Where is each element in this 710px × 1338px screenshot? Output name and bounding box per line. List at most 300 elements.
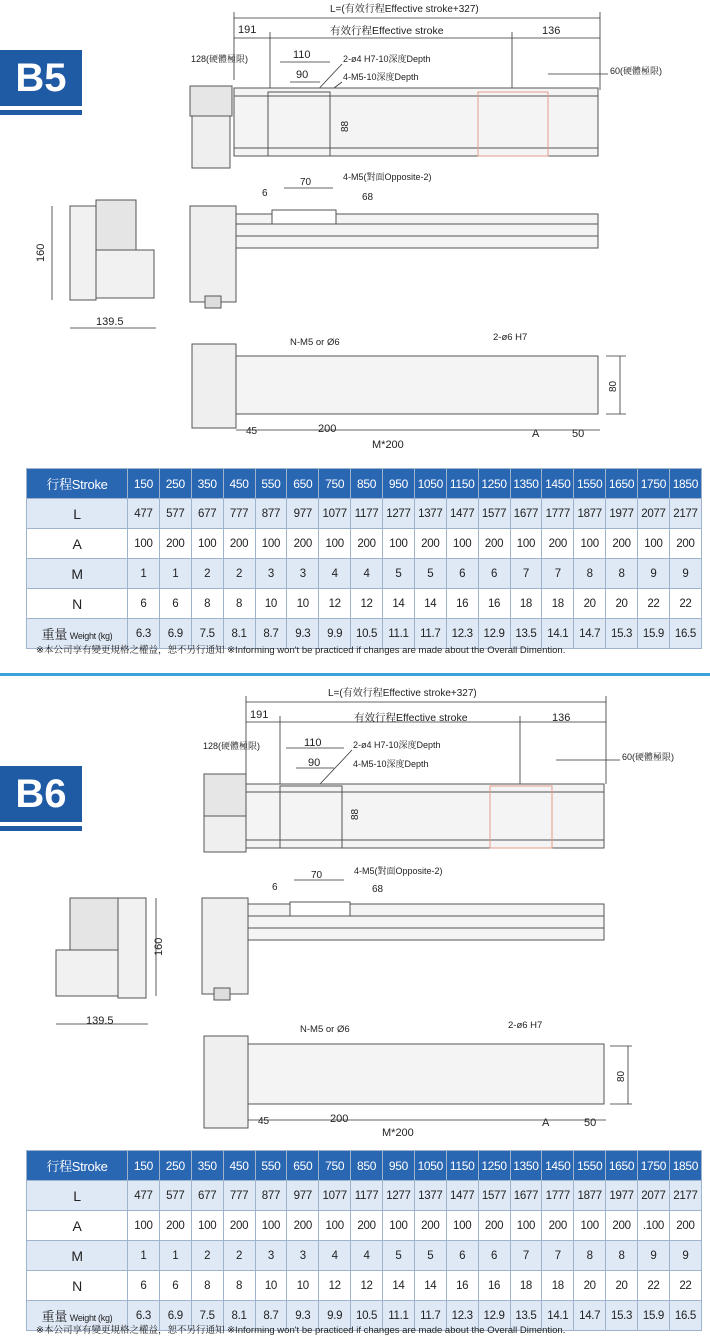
- table-cell: 18: [510, 589, 542, 619]
- hole-spec-1: 2-ø4 H7-10深度Depth: [343, 54, 431, 64]
- dim-200: 200: [330, 1113, 349, 1125]
- row-label-weight: 重量 Weight (kg): [27, 1301, 128, 1331]
- dim-80: 80: [616, 1070, 627, 1082]
- table-cell: 750: [319, 1151, 351, 1181]
- table-cell: 9: [638, 559, 670, 589]
- table-cell: 6: [478, 559, 510, 589]
- table-cell: 1350: [510, 1151, 542, 1181]
- table-cell: 1750: [638, 1151, 670, 1181]
- table-cell: 12.3: [446, 619, 478, 649]
- table-cell: 550: [255, 469, 287, 499]
- top-view: [203, 686, 674, 852]
- pin-hole-label: 2-ø6 H7: [508, 1020, 543, 1031]
- table-cell: 22: [638, 589, 670, 619]
- table-cell: 100: [383, 1211, 415, 1241]
- table-cell: 12: [319, 1271, 351, 1301]
- table-cell: 3: [287, 559, 319, 589]
- table-cell: 150: [128, 469, 160, 499]
- table-cell: 8.1: [223, 1301, 255, 1331]
- table-cell: 8: [606, 559, 638, 589]
- table-row-L: [27, 499, 702, 529]
- table-cell: 16.5: [669, 1301, 701, 1331]
- hard-limit-60: 60(硬體極限): [610, 66, 663, 76]
- row-label: N: [27, 589, 128, 619]
- table-cell: 5: [383, 1241, 415, 1271]
- table-cell: 3: [287, 1241, 319, 1271]
- table-cell: 1250: [478, 469, 510, 499]
- table-cell: 777: [223, 1181, 255, 1211]
- dim-45: 45: [246, 426, 258, 437]
- dim-160: 160: [153, 937, 165, 956]
- table-cell: 1850: [669, 1151, 701, 1181]
- table-cell: 12: [319, 589, 351, 619]
- row-label: M: [27, 559, 128, 589]
- table-cell: 200: [478, 1211, 510, 1241]
- table-cell: 8: [574, 559, 606, 589]
- table-row-stroke: [27, 469, 702, 499]
- table-cell: 100: [510, 529, 542, 559]
- table-cell: 6.9: [159, 1301, 191, 1331]
- dim-136: 136: [542, 25, 561, 37]
- dim-68: 68: [372, 884, 384, 895]
- table-cell: 100: [446, 1211, 478, 1241]
- table-cell: 1450: [542, 1151, 574, 1181]
- table-cell: 1977: [606, 1181, 638, 1211]
- table-cell: 2: [191, 559, 223, 589]
- table-cell: 18: [510, 1271, 542, 1301]
- table-cell: 11.1: [383, 1301, 415, 1331]
- table-cell: 9: [638, 1241, 670, 1271]
- opposite-spec: 4-M5(對面Opposite-2): [354, 866, 443, 876]
- table-cell: 8.1: [223, 619, 255, 649]
- table-row-N: [27, 589, 702, 619]
- table-cell: 100: [191, 529, 223, 559]
- table-cell: 200: [414, 529, 446, 559]
- table-cell: 650: [287, 469, 319, 499]
- table-cell: 1050: [414, 469, 446, 499]
- row-label: A: [27, 1211, 128, 1241]
- table-cell: 2077: [638, 1181, 670, 1211]
- table-cell: 1177: [351, 499, 383, 529]
- table-cell: 577: [159, 499, 191, 529]
- table-cell: 10: [255, 589, 287, 619]
- table-cell: 14: [383, 1271, 415, 1301]
- table-cell: 9.3: [287, 619, 319, 649]
- table-cell: 1850: [669, 469, 701, 499]
- table-cell: 6: [446, 1241, 478, 1271]
- table-cell: 8: [574, 1241, 606, 1271]
- dim-68: 68: [362, 192, 374, 203]
- table-cell: 1150: [446, 1151, 478, 1181]
- table-cell: 16: [478, 1271, 510, 1301]
- table-cell: 100: [128, 529, 160, 559]
- table-cell: 20: [574, 589, 606, 619]
- dim-139-5: 139.5: [86, 1015, 114, 1027]
- table-cell: 4: [319, 1241, 351, 1271]
- table-cell: 750: [319, 469, 351, 499]
- table-cell: 9.3: [287, 1301, 319, 1331]
- row-label: 行程Stroke: [27, 1151, 128, 1181]
- table-cell: 1577: [478, 499, 510, 529]
- table-cell: 1077: [319, 499, 351, 529]
- table-cell: 14: [383, 589, 415, 619]
- disclaimer-note: ※本公司享有變更規格之權益，恕不另行通知 ※Informing won't be practiced if changes are made about the Overall Dimention.: [36, 645, 566, 656]
- dim-80: 80: [608, 380, 619, 392]
- table-cell: 677: [191, 1181, 223, 1211]
- table-cell: 8.7: [255, 619, 287, 649]
- hole-spec-2: 4-M5-10深度Depth: [353, 759, 429, 769]
- table-row-A: [27, 529, 702, 559]
- table-row-stroke: [27, 1151, 702, 1181]
- table-cell: 6: [446, 559, 478, 589]
- table-cell: 14: [414, 1271, 446, 1301]
- table-cell: 650: [287, 1151, 319, 1181]
- table-cell: 200: [542, 1211, 574, 1241]
- dim-m200: M*200: [382, 1127, 414, 1139]
- table-cell: 1250: [478, 1151, 510, 1181]
- table-cell: 250: [159, 469, 191, 499]
- table-cell: 18: [542, 589, 574, 619]
- table-cell: 100: [574, 529, 606, 559]
- spec-table-b6: [26, 1150, 702, 1331]
- table-cell: 20: [606, 1271, 638, 1301]
- table-cell: 12.9: [478, 1301, 510, 1331]
- hole-spec-1: 2-ø4 H7-10深度Depth: [353, 740, 441, 750]
- table-cell: 1777: [542, 499, 574, 529]
- table-cell: 1277: [383, 1181, 415, 1211]
- table-cell: 1677: [510, 1181, 542, 1211]
- table-cell: 200: [478, 529, 510, 559]
- table-cell: 10.5: [351, 619, 383, 649]
- side-view: [190, 171, 598, 308]
- table-cell: 1: [128, 1241, 160, 1271]
- table-cell: 7: [510, 559, 542, 589]
- table-row-A: [27, 1211, 702, 1241]
- row-label: A: [27, 529, 128, 559]
- table-cell: 100: [638, 529, 670, 559]
- bottom-view: [204, 1020, 632, 1139]
- dim-90: 90: [308, 757, 321, 769]
- table-cell: 100: [191, 1211, 223, 1241]
- table-cell: 22: [669, 1271, 701, 1301]
- table-cell: 11.7: [414, 1301, 446, 1331]
- table-cell: 6.3: [128, 1301, 160, 1331]
- effective-stroke-label: 有效行程Effective stroke: [354, 712, 468, 724]
- table-cell: 1: [128, 559, 160, 589]
- table-cell: 12.9: [478, 619, 510, 649]
- table-cell: 1877: [574, 499, 606, 529]
- table-cell: 100: [255, 1211, 287, 1241]
- table-cell: 100: [319, 529, 351, 559]
- table-row-L: [27, 1181, 702, 1211]
- table-cell: 877: [255, 1181, 287, 1211]
- table-cell: 12: [351, 1271, 383, 1301]
- table-cell: 8: [223, 589, 255, 619]
- table-cell: 6: [128, 589, 160, 619]
- table-cell: 2: [191, 1241, 223, 1271]
- table-cell: 7.5: [191, 619, 223, 649]
- table-cell: 200: [351, 1211, 383, 1241]
- table-cell: 11.7: [414, 619, 446, 649]
- effective-stroke-label: 有效行程Effective stroke: [330, 25, 444, 37]
- dim-191: 191: [250, 709, 269, 721]
- dim-88: 88: [340, 120, 351, 132]
- table-cell: 200: [223, 529, 255, 559]
- table-cell: 1377: [414, 1181, 446, 1211]
- table-cell: 100: [128, 1211, 160, 1241]
- nm5-label: N-M5 or Ø6: [300, 1024, 350, 1035]
- table-cell: 12: [351, 589, 383, 619]
- table-cell: 8: [191, 589, 223, 619]
- section-badge: B6: [0, 766, 82, 822]
- table-row-N: [27, 1271, 702, 1301]
- dim-136: 136: [552, 712, 571, 724]
- table-cell: 9.9: [319, 619, 351, 649]
- section-b6: [0, 680, 710, 1338]
- table-cell: 200: [287, 529, 319, 559]
- table-cell: 777: [223, 499, 255, 529]
- table-cell: 550: [255, 1151, 287, 1181]
- table-cell: 200: [669, 1211, 701, 1241]
- table-cell: 100: [574, 1211, 606, 1241]
- table-cell: 15.9: [638, 619, 670, 649]
- table-cell: 877: [255, 499, 287, 529]
- table-cell: 9.9: [319, 1301, 351, 1331]
- table-cell: 100: [319, 1211, 351, 1241]
- table-cell: 7.5: [191, 1301, 223, 1331]
- table-cell: 7: [542, 559, 574, 589]
- hard-limit-128: 128(硬體極限): [203, 741, 261, 751]
- table-cell: 1350: [510, 469, 542, 499]
- table-cell: 2177: [669, 499, 701, 529]
- table-cell: 5: [383, 559, 415, 589]
- table-cell: 6: [159, 1271, 191, 1301]
- table-cell: 250: [159, 1151, 191, 1181]
- table-cell: 16: [446, 1271, 478, 1301]
- hard-limit-60: 60(硬體極限): [622, 752, 675, 762]
- table-cell: 2: [223, 559, 255, 589]
- table-cell: 350: [191, 469, 223, 499]
- table-cell: 3: [255, 559, 287, 589]
- table-cell: 1477: [446, 499, 478, 529]
- table-cell: 4: [351, 1241, 383, 1271]
- table-cell: 6: [478, 1241, 510, 1271]
- table-cell: 1: [159, 559, 191, 589]
- table-cell: 9: [669, 1241, 701, 1271]
- technical-drawing: [0, 0, 710, 460]
- table-cell: 22: [638, 1271, 670, 1301]
- dim-191: 191: [238, 24, 257, 36]
- table-cell: 8.7: [255, 1301, 287, 1331]
- table-cell: 4: [351, 559, 383, 589]
- table-cell: 1277: [383, 499, 415, 529]
- table-cell: 150: [128, 1151, 160, 1181]
- section-badge: B5: [0, 50, 82, 106]
- pin-hole-label: 2-ø6 H7: [493, 332, 528, 343]
- opposite-spec: 4-M5(對面Opposite-2): [343, 172, 432, 182]
- table-cell: 1077: [319, 1181, 351, 1211]
- dim-50: 50: [572, 428, 585, 440]
- dim-88: 88: [350, 808, 361, 820]
- table-cell: 8: [223, 1271, 255, 1301]
- table-cell: 1977: [606, 499, 638, 529]
- top-view: [190, 2, 662, 168]
- table-cell: 13.5: [510, 1301, 542, 1331]
- table-cell: 5: [414, 1241, 446, 1271]
- dim-160: 160: [35, 243, 47, 262]
- table-cell: 1177: [351, 1181, 383, 1211]
- table-cell: 100: [255, 529, 287, 559]
- table-cell: 1: [159, 1241, 191, 1271]
- hard-limit-128: 128(硬體極限): [191, 54, 249, 64]
- table-cell: 4: [319, 559, 351, 589]
- table-cell: 200: [606, 1211, 638, 1241]
- table-cell: 200: [669, 529, 701, 559]
- table-cell: 14.1: [542, 619, 574, 649]
- table-cell: 20: [606, 589, 638, 619]
- table-cell: 477: [128, 499, 160, 529]
- table-cell: 16: [446, 589, 478, 619]
- row-label: N: [27, 1271, 128, 1301]
- table-cell: 677: [191, 499, 223, 529]
- table-cell: 100: [383, 529, 415, 559]
- table-cell: 1550: [574, 469, 606, 499]
- table-cell: 200: [287, 1211, 319, 1241]
- side-view: [202, 865, 604, 1000]
- dim-110: 110: [293, 49, 311, 61]
- table-cell: 14: [414, 589, 446, 619]
- table-cell: 200: [414, 1211, 446, 1241]
- table-cell: 1150: [446, 469, 478, 499]
- table-cell: 1377: [414, 499, 446, 529]
- table-cell: 850: [351, 469, 383, 499]
- spec-table-b5: [26, 468, 702, 649]
- table-cell: 7: [510, 1241, 542, 1271]
- table-cell: 16.5: [669, 619, 701, 649]
- table-cell: 1877: [574, 1181, 606, 1211]
- table-cell: 1650: [606, 1151, 638, 1181]
- table-cell: 3: [255, 1241, 287, 1271]
- dim-45: 45: [258, 1116, 270, 1127]
- table-cell: 100: [446, 529, 478, 559]
- dim-70: 70: [311, 870, 323, 881]
- dim-A: A: [532, 428, 540, 440]
- table-cell: 1450: [542, 469, 574, 499]
- table-cell: 15.9: [638, 1301, 670, 1331]
- table-cell: 6: [159, 589, 191, 619]
- disclaimer-note: ※本公司享有變更規格之權益，恕不另行通知 ※Informing won't be practiced if changes are made about the Overall Dimention.: [36, 1325, 566, 1336]
- section-divider: [0, 673, 710, 676]
- table-cell: 2177: [669, 1181, 701, 1211]
- table-cell: 13.5: [510, 619, 542, 649]
- dim-m200: M*200: [372, 439, 404, 451]
- end-view: [56, 898, 165, 1027]
- table-cell: 20: [574, 1271, 606, 1301]
- table-cell: 2077: [638, 499, 670, 529]
- table-cell: 11.1: [383, 619, 415, 649]
- table-cell: 1550: [574, 1151, 606, 1181]
- dim-70: 70: [300, 177, 312, 188]
- table-cell: 850: [351, 1151, 383, 1181]
- table-cell: 100: [510, 1211, 542, 1241]
- table-cell: 8: [606, 1241, 638, 1271]
- table-cell: 10.5: [351, 1301, 383, 1331]
- table-cell: 200: [606, 529, 638, 559]
- table-cell: 950: [383, 1151, 415, 1181]
- dim-50: 50: [584, 1117, 597, 1129]
- dim-6: 6: [272, 882, 278, 893]
- table-cell: 200: [159, 1211, 191, 1241]
- table-cell: 950: [383, 469, 415, 499]
- dim-110: 110: [304, 737, 322, 749]
- table-cell: 10: [287, 1271, 319, 1301]
- table-cell: .100: [638, 1211, 670, 1241]
- table-cell: 5: [414, 559, 446, 589]
- table-cell: 200: [351, 529, 383, 559]
- nm5-label: N-M5 or Ø6: [290, 337, 340, 348]
- table-cell: 10: [287, 589, 319, 619]
- table-cell: 1677: [510, 499, 542, 529]
- table-cell: 6.9: [159, 619, 191, 649]
- table-cell: 1650: [606, 469, 638, 499]
- row-label-weight: 重量 Weight (kg): [27, 619, 128, 649]
- table-cell: 200: [542, 529, 574, 559]
- table-cell: 2: [223, 1241, 255, 1271]
- table-cell: 200: [223, 1211, 255, 1241]
- table-cell: 18: [542, 1271, 574, 1301]
- row-label: L: [27, 499, 128, 529]
- row-label: L: [27, 1181, 128, 1211]
- table-cell: 1577: [478, 1181, 510, 1211]
- table-cell: 6: [128, 1271, 160, 1301]
- dim-200: 200: [318, 423, 337, 435]
- table-cell: 14.7: [574, 1301, 606, 1331]
- table-cell: 477: [128, 1181, 160, 1211]
- total-length-label: L=(有效行程Effective stroke+327): [328, 688, 477, 699]
- dim-139-5: 139.5: [96, 316, 124, 328]
- table-cell: 15.3: [606, 619, 638, 649]
- section-b5: [0, 0, 710, 660]
- table-cell: 12.3: [446, 1301, 478, 1331]
- table-cell: 1777: [542, 1181, 574, 1211]
- row-label: M: [27, 1241, 128, 1271]
- table-cell: 6.3: [128, 619, 160, 649]
- table-cell: 977: [287, 1181, 319, 1211]
- bottom-view: [192, 332, 626, 451]
- row-label: 行程Stroke: [27, 469, 128, 499]
- hole-spec-2: 4-M5-10深度Depth: [343, 72, 419, 82]
- table-cell: 350: [191, 1151, 223, 1181]
- table-cell: 977: [287, 499, 319, 529]
- dim-A: A: [542, 1117, 550, 1129]
- table-row-M: [27, 559, 702, 589]
- table-cell: 7: [542, 1241, 574, 1271]
- table-cell: 9: [669, 559, 701, 589]
- table-cell: 577: [159, 1181, 191, 1211]
- table-cell: 200: [159, 529, 191, 559]
- table-cell: 10: [255, 1271, 287, 1301]
- table-cell: 22: [669, 589, 701, 619]
- table-cell: 450: [223, 469, 255, 499]
- table-cell: 14.7: [574, 619, 606, 649]
- table-cell: 1477: [446, 1181, 478, 1211]
- total-length-label: L=(有效行程Effective stroke+327): [330, 4, 479, 15]
- technical-drawing: [0, 680, 710, 1140]
- table-cell: 450: [223, 1151, 255, 1181]
- table-cell: 1050: [414, 1151, 446, 1181]
- table-cell: 1750: [638, 469, 670, 499]
- table-row-M: [27, 1241, 702, 1271]
